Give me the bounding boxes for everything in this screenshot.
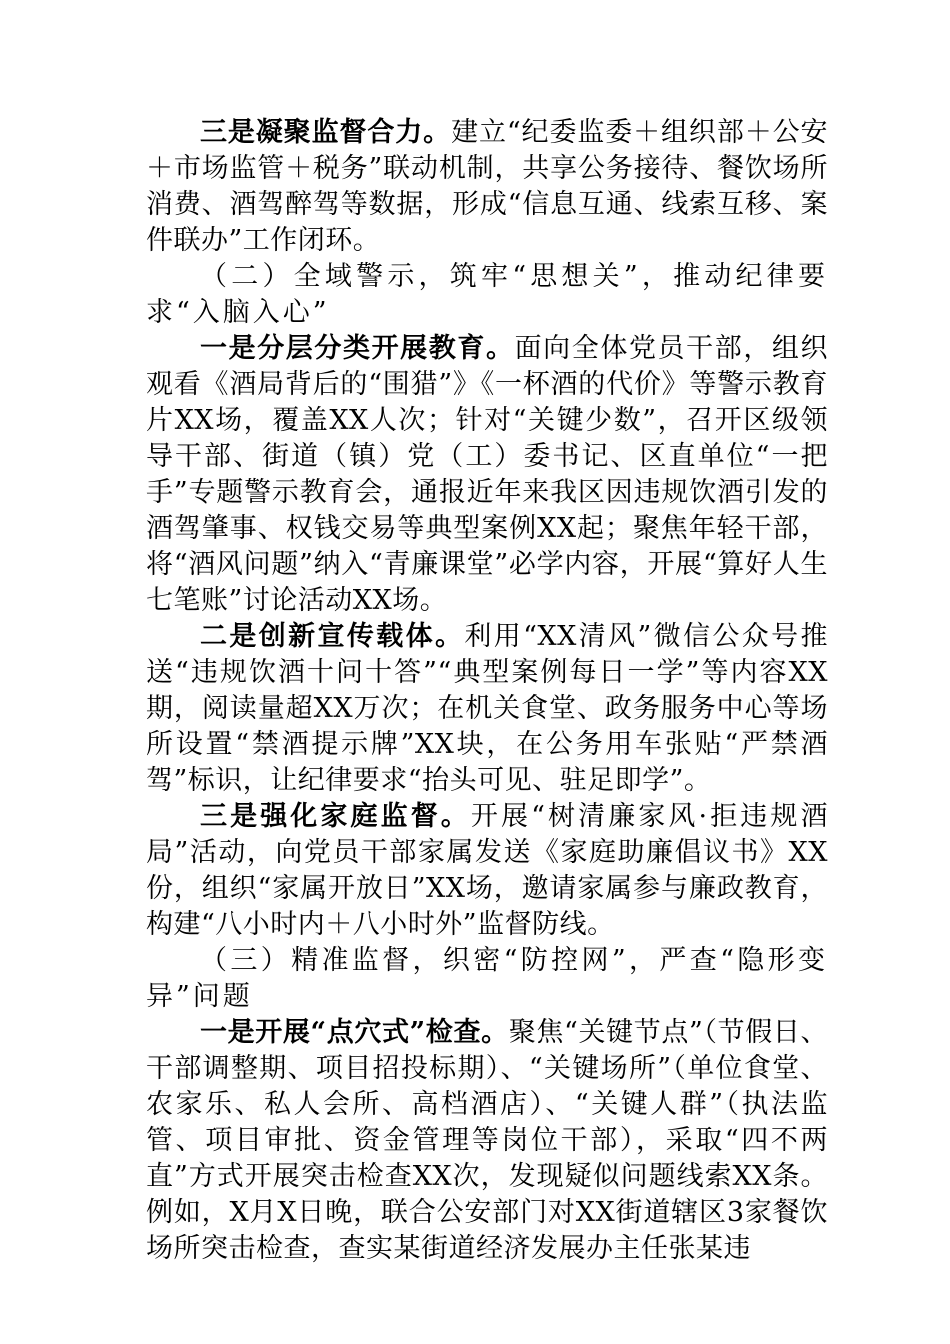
paragraph-lead: 二是创新宣传载体。: [200, 621, 465, 652]
section-heading-2: （二）全域警示，筑牢“思想关”，推动纪律要求“入脑入心”: [146, 261, 828, 328]
paragraph-text: 聚焦“关键节点”（节假日、干部调整期、项目招投标期）、“关键场所”（单位食堂、农家乐、私人会所、高档酒店）、“关键人群”（执法监管、项目审批、资金管理等岗位干部），采取“四不两直”方式开展突击检查XX次，发现疑似问题线索XX条。例如，X月X日晚，联合公安部门对XX街道辖区3家餐饮场所突击检查，查实某街道经济发展办主任张某违: [146, 1017, 829, 1264]
paragraph-1: [146, 115, 828, 259]
paragraph-5: [146, 1015, 828, 1267]
paragraph-text: 建立“纪委监委＋组织部＋公安＋市场监管＋税务”联动机制，共享公务接待、餐饮场所消费、酒驾醉驾等数据，形成“信息互通、线索互移、案件联办”工作闭环。: [146, 117, 828, 256]
paragraph-lead: 三是凝聚监督合力。: [200, 117, 452, 148]
paragraph-lead: 一是开展“点穴式”检查。: [200, 1017, 509, 1048]
paragraph-lead: 三是强化家庭监督。: [200, 801, 471, 832]
paragraph-2: [146, 331, 828, 619]
paragraph-text: 面向全体党员干部，组织观看《酒局背后的“围猎”》《一杯酒的代价》等警示教育片XX场，覆盖XX人次；针对“关键少数”，召开区级领导干部、街道（镇）党（工）委书记、区直单位“一把手”专题警示教育会，通报近年来我区因违规饮酒引发的酒驾肇事、权钱交易等典型案例XX起；聚焦年轻干部，将“酒风问题”纳入“青廉课堂”必学内容，开展“算好人生七笔账”讨论活动XX场。: [146, 333, 829, 616]
document-page: [146, 115, 828, 1267]
section-heading-3: （三）精准监督，织密“防控网”，严查“隐形变异”问题: [146, 945, 828, 1012]
paragraph-4: [146, 799, 828, 943]
paragraph-lead: 一是分层分类开展教育。: [200, 333, 515, 364]
paragraph-3: [146, 619, 828, 799]
paragraph-text: 利用“XX清风”微信公众号推送“违规饮酒十问十答”“典型案例每日一学”等内容XX期，阅读量超XX万次；在机关食堂、政务服务中心等场所设置“禁酒提示牌”XX块，在公务用车张贴“严禁酒驾”标识，让纪律要求“抬头可见、驻足即学”。: [146, 621, 828, 796]
paragraph-text: 开展“树清廉家风·拒违规酒局”活动，向党员干部家属发送《家庭助廉倡议书》XX份，组织“家属开放日”XX场，邀请家属参与廉政教育，构建“八小时内＋八小时外”监督防线。: [146, 801, 828, 940]
